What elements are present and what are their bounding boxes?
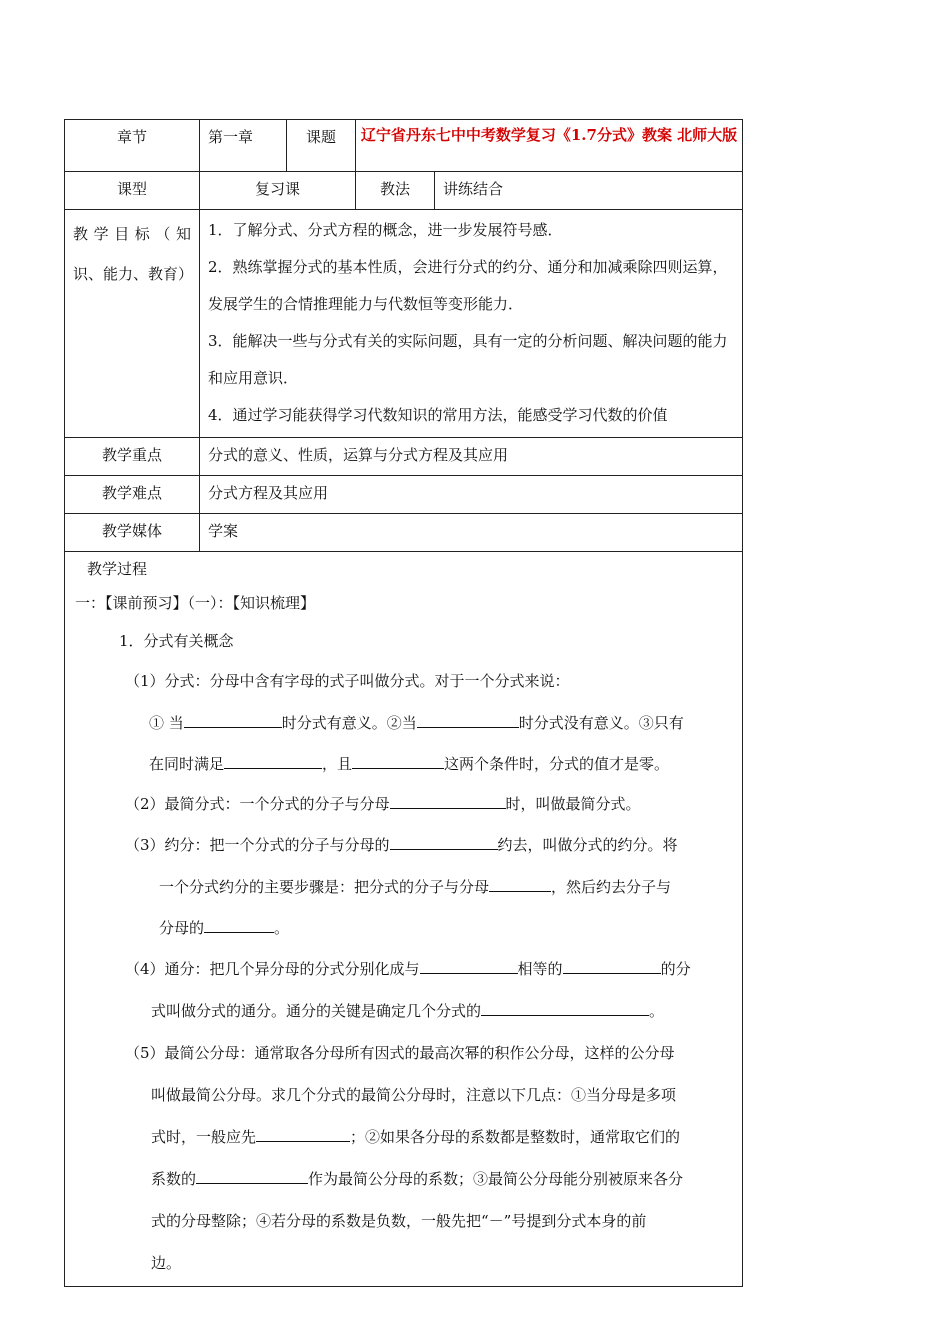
difficulty-value: 分式方程及其应用 bbox=[200, 476, 743, 514]
para-5-line-c bbox=[75, 1126, 732, 1148]
para-1-line-b bbox=[75, 712, 732, 734]
goals-label: 教学目标（知识、能力、教育） bbox=[65, 210, 200, 438]
para-4-line-b bbox=[75, 1000, 732, 1022]
text-span: 。 bbox=[649, 1002, 665, 1020]
row-media bbox=[65, 514, 743, 552]
para-5-line-b: 叫做最简公分母。求几个分式的最简公分母时，注意以下几点：①当分母是多项 bbox=[151, 1086, 677, 1104]
text-span: 一个分式约分的主要步骤是：把分式的分子与分母 bbox=[159, 878, 490, 896]
answer-blank[interactable] bbox=[184, 713, 282, 728]
para-5-line-a: （5）最简公分母：通常取各分母所有因式的最高次幂的积作公分母，这样的公分母 bbox=[125, 1044, 675, 1062]
method-label: 教法 bbox=[356, 172, 435, 210]
key-points-value: 分式的意义、性质，运算与分式方程及其应用 bbox=[200, 438, 743, 476]
text-span: 时分式有意义。②当 bbox=[281, 714, 417, 732]
process-label: 教学过程 bbox=[87, 560, 148, 578]
row-process bbox=[65, 552, 743, 1287]
answer-blank[interactable] bbox=[204, 918, 274, 933]
type-value: 复习课 bbox=[200, 172, 356, 210]
goal-item: 1．了解分式、分式方程的概念，进一步发展符号感． bbox=[208, 221, 563, 239]
para-5-line-f: 边。 bbox=[151, 1254, 182, 1272]
row-goals bbox=[65, 210, 743, 438]
text-span: ，然后约去分子与 bbox=[551, 878, 672, 896]
answer-blank[interactable] bbox=[256, 1127, 350, 1142]
answer-blank[interactable] bbox=[489, 877, 551, 892]
answer-blank[interactable] bbox=[563, 959, 661, 974]
type-label: 课型 bbox=[65, 172, 200, 210]
subheading: 1．分式有关概念 bbox=[119, 632, 234, 650]
para-1-line-c bbox=[75, 753, 732, 775]
topic-label: 课题 bbox=[287, 120, 356, 172]
media-label: 教学媒体 bbox=[65, 514, 200, 552]
text-span: 约去，叫做分式的约分。将 bbox=[497, 836, 678, 854]
text-span: （3）约分：把一个分式的分子与分母的 bbox=[125, 836, 390, 854]
goal-item: 3．能解决一些与分式有关的实际问题，具有一定的分析问题、解决问题的能力和应用意识． bbox=[208, 332, 728, 387]
text-span: 时，叫做最简分式。 bbox=[505, 795, 641, 813]
chapter-label: 章节 bbox=[65, 120, 200, 172]
text-span: （4）通分：把几个异分母的分式分别化成与 bbox=[125, 960, 420, 978]
text-span: 分母的 bbox=[159, 919, 205, 937]
text-span: 这两个条件时，分式的值才是零。 bbox=[444, 755, 670, 773]
lesson-plan-table bbox=[64, 119, 743, 1287]
section-heading: 一：【课前预习】（一）：【知识梳理】 bbox=[75, 594, 316, 612]
method-value: 讲练结合 bbox=[435, 172, 743, 210]
chapter-value: 第一章 bbox=[200, 120, 287, 172]
answer-blank[interactable] bbox=[224, 754, 322, 769]
key-points-label: 教学重点 bbox=[65, 438, 200, 476]
lesson-plan-page bbox=[64, 119, 742, 1272]
goal-item: 4．通过学习能获得学习代数知识的常用方法，能感受学习代数的价值 bbox=[208, 406, 668, 424]
text-span: ；②如果各分母的系数都是整数时，通常取它们的 bbox=[350, 1128, 681, 1146]
text-span: 式叫做分式的通分。通分的关键是确定几个分式的 bbox=[151, 1002, 482, 1020]
para-2 bbox=[75, 793, 732, 815]
text-span: ，且 bbox=[322, 755, 353, 773]
answer-blank[interactable] bbox=[352, 754, 444, 769]
para-5-line-d bbox=[75, 1168, 732, 1190]
text-span: 的分 bbox=[660, 960, 691, 978]
para-1-line-a: （1）分式：分母中含有字母的式子叫做分式。对于一个分式来说： bbox=[125, 672, 570, 690]
text-span: ① 当 bbox=[149, 714, 184, 732]
answer-blank[interactable] bbox=[417, 713, 519, 728]
text-span: 式时，一般应先 bbox=[151, 1128, 257, 1146]
text-span: 。 bbox=[274, 919, 290, 937]
goal-item: 2．熟练掌握分式的基本性质，会进行分式的约分、通分和加减乘除四则运算，发展学生的合情推理能力与代数恒等变形能力． bbox=[208, 258, 728, 313]
media-value: 学案 bbox=[200, 514, 743, 552]
para-3-line-a bbox=[75, 834, 732, 856]
row-type bbox=[65, 172, 743, 210]
answer-blank[interactable] bbox=[196, 1169, 308, 1184]
process-cell bbox=[65, 552, 743, 1287]
row-difficulty bbox=[65, 476, 743, 514]
difficulty-label: 教学难点 bbox=[65, 476, 200, 514]
row-chapter bbox=[65, 120, 743, 172]
text-span: 作为最简公分母的系数；③最简公分母能分别被原来各分 bbox=[308, 1170, 684, 1188]
row-key-points bbox=[65, 438, 743, 476]
para-5-line-e: 式的分母整除；④若分母的系数是负数，一般先把“－”号提到分式本身的前 bbox=[151, 1212, 647, 1230]
goals-list bbox=[200, 210, 743, 438]
para-4-line-a bbox=[75, 958, 732, 980]
para-3-line-b bbox=[75, 876, 732, 898]
text-span: 在同时满足 bbox=[149, 755, 225, 773]
text-span: 时分式没有意义。③只有 bbox=[518, 714, 684, 732]
answer-blank[interactable] bbox=[390, 794, 506, 809]
answer-blank[interactable] bbox=[390, 835, 498, 850]
text-span: 系数的 bbox=[151, 1170, 197, 1188]
text-span: （2）最简分式：一个分式的分子与分母 bbox=[125, 795, 390, 813]
topic-title: 辽宁省丹东七中中考数学复习《1.7分式》教案 北师大版 bbox=[356, 120, 743, 172]
para-3-line-c bbox=[75, 917, 732, 939]
text-span: 相等的 bbox=[517, 960, 563, 978]
answer-blank[interactable] bbox=[481, 1001, 649, 1016]
answer-blank[interactable] bbox=[420, 959, 518, 974]
